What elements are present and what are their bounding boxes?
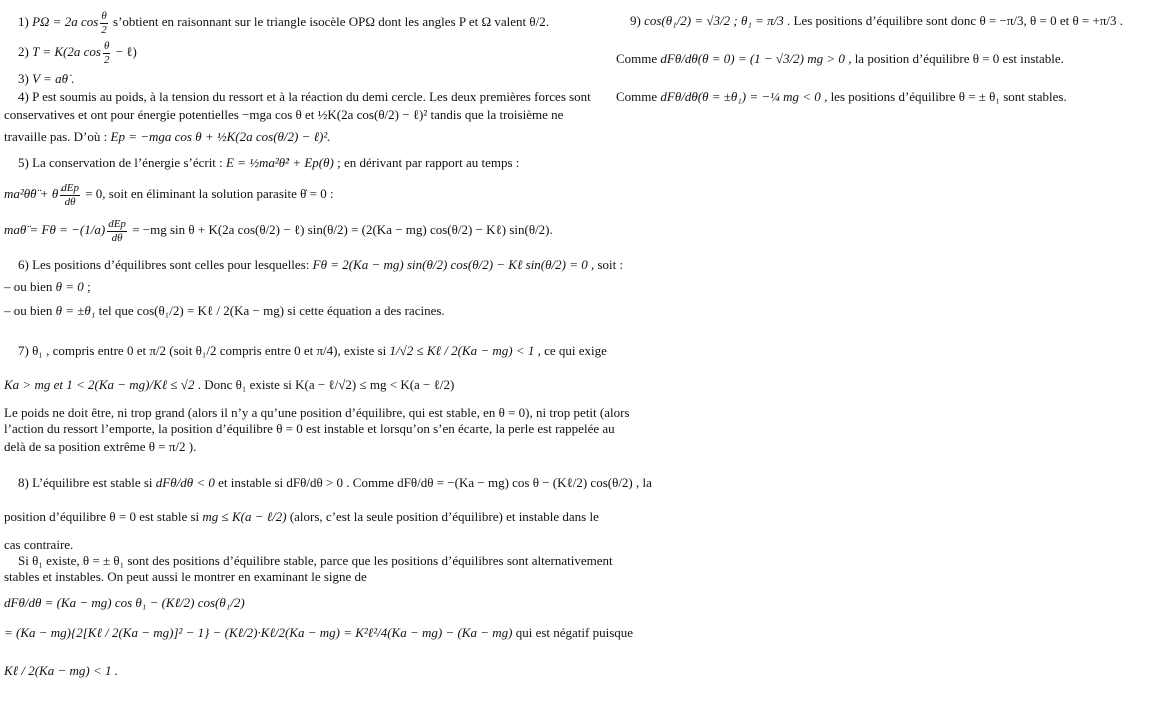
text-run: . Donc θ₁ existe si K(a − ℓ/√2) ≤ mg < K(a − ℓ/2) xyxy=(194,377,455,392)
text-run: 2) xyxy=(18,44,33,60)
math-expression: dFθ/dθ(θ = 0) = (1 − √3/2) mg > 0 xyxy=(660,51,845,66)
left-line xyxy=(4,218,553,244)
math-expression: PΩ = 2a cos xyxy=(32,14,99,30)
math-expression: dFθ/dθ(θ = ±θ₁) = −¼ mg < 0 xyxy=(660,89,821,104)
fraction-numerator: θ xyxy=(101,10,107,22)
text-run: – ou bien xyxy=(4,279,56,294)
text-run: delà de sa position extrême θ = π/2 ). xyxy=(4,439,197,454)
left-line xyxy=(4,626,633,641)
math-expression: E = ½ma²θ̇² + Ep(θ) xyxy=(226,155,334,170)
text-run: . Les positions d’équilibre sont donc θ = −π/3, θ = 0 et θ = +π/3 . xyxy=(783,13,1124,28)
text-run: Comme xyxy=(616,51,661,66)
text-run: = −mg sin θ + K(2a cos(θ/2) − ℓ) sin(θ/2) = (2(Ka − mg) cos(θ/2) − Kℓ) sin(θ/2). xyxy=(128,222,553,238)
left-line xyxy=(4,108,563,123)
text-run: 5) La conservation de l’énergie s’écrit : xyxy=(18,155,227,170)
left-line xyxy=(4,378,454,393)
math-expression: Kℓ / 2(Ka − mg) < 1 . xyxy=(4,663,118,678)
text-run: Comme xyxy=(616,89,661,104)
left-line xyxy=(18,10,549,36)
text-run: 1) xyxy=(18,14,33,30)
left-line xyxy=(18,72,74,87)
text-run: (alors, c’est la seule position d’équilibre) et instable dans le xyxy=(286,509,599,524)
right-line xyxy=(616,52,1064,67)
left-line xyxy=(4,510,599,525)
math-expression: 1/√2 ≤ Kℓ / 2(Ka − mg) < 1 xyxy=(389,343,535,358)
fraction-numerator: dEp xyxy=(108,218,126,230)
text-run: – ou bien xyxy=(4,303,56,318)
left-line xyxy=(18,476,652,491)
math-expression: Ka > mg et 1 < 2(Ka − mg)/Kℓ ≤ √2 xyxy=(4,377,195,392)
text-run: , ce qui exige xyxy=(534,343,607,358)
fraction-denominator: dθ xyxy=(64,195,76,208)
text-run: ; en dérivant par rapport au temps : xyxy=(333,155,520,170)
text-run: ; xyxy=(83,279,91,294)
text-run: Le poids ne doit être, ni trop grand (alors il n’y a qu’une position d’équilibre, qui est stable, en θ = 0), ni trop petit (alors xyxy=(4,405,630,420)
text-run: 7) θ₁ , compris entre 0 et π/2 (soit θ₁/2 compris entre 0 et π/4), existe si xyxy=(18,343,390,358)
text-run: 4) P est soumis au poids, à la tension du ressort et à la réaction du demi cercle. Les deux premières forces sont xyxy=(18,89,591,104)
left-line xyxy=(18,554,613,569)
left-line xyxy=(4,406,630,421)
left-line xyxy=(18,258,623,273)
text-run: conservatives et ont pour énergie potentielles −mga cos θ et ½K(2a cos(θ/2) − ℓ)² tandis que la troisième ne xyxy=(4,107,564,122)
math-expression: Fθ = 2(Ka − mg) sin(θ/2) cos(θ/2) − Kℓ sin(θ/2) = 0 xyxy=(312,257,588,272)
left-line xyxy=(4,182,334,208)
text-run: 8) L’équilibre est stable si xyxy=(18,475,156,490)
left-line xyxy=(4,422,615,437)
left-line xyxy=(18,156,519,171)
left-line xyxy=(4,596,245,611)
left-line xyxy=(4,664,118,679)
fraction-denominator: 2 xyxy=(101,23,107,36)
fraction-denominator: dθ xyxy=(111,231,123,244)
math-expression: ma²θ̇θ̈ + θ̇ xyxy=(4,186,59,202)
fraction xyxy=(60,182,80,208)
text-run: = 0, soit en éliminant la solution parasite θ̇ = 0 : xyxy=(81,186,334,202)
fraction-numerator: dEp xyxy=(61,182,79,194)
text-run: tel que cos(θ₁/2) = Kℓ / 2(Ka − mg) si cette équation a des racines. xyxy=(95,303,445,318)
text-run: s’obtient en raisonnant sur le triangle isocèle OPΩ dont les angles P et Ω valent θ/2. xyxy=(109,14,549,30)
left-line xyxy=(18,344,607,359)
text-run: 3) xyxy=(18,71,33,86)
text-run: position d’équilibre θ = 0 est stable si xyxy=(4,509,203,524)
fraction-numerator: θ xyxy=(104,40,110,52)
text-run: , soit : xyxy=(587,257,624,272)
text-run: et instable si dFθ/dθ > 0 . Comme dFθ/dθ = −(Ka − mg) cos θ − (Kℓ/2) cos(θ/2) , la xyxy=(214,475,652,490)
fraction xyxy=(103,40,111,66)
left-line xyxy=(4,130,331,145)
text-run: stables et instables. On peut aussi le montrer en examinant le signe de xyxy=(4,569,367,584)
right-line xyxy=(630,14,1123,29)
math-expression: mg ≤ K(a − ℓ/2) xyxy=(202,509,287,524)
text-run: Si θ₁ existe, θ = ± θ₁ sont des positions d’équilibre stable, parce que les positions d’équilibres sont alternativement xyxy=(18,553,613,568)
left-line xyxy=(4,570,367,585)
left-line xyxy=(18,40,137,66)
text-run: travaille pas. D’où : xyxy=(4,129,111,144)
text-run: , les positions d’équilibre θ = ± θ₁ sont stables. xyxy=(820,89,1067,104)
text-run: 6) Les positions d’équilibres sont celles pour lesquelles: xyxy=(18,257,313,272)
right-line xyxy=(616,90,1067,105)
fraction xyxy=(100,10,108,36)
text-run: cas contraire. xyxy=(4,537,74,552)
left-line xyxy=(4,538,73,553)
left-line xyxy=(18,90,591,105)
math-expression: T = K(2a cos xyxy=(32,44,101,60)
math-expression: maθ̈ = Fθ = −(1/a) xyxy=(4,222,106,238)
math-expression: V = aθ̇ . xyxy=(32,71,75,86)
math-expression: θ = 0 xyxy=(55,279,84,294)
left-line xyxy=(4,304,445,319)
math-expression: θ = ±θ₁ xyxy=(55,303,96,318)
text-run: l’action du ressort l’emporte, la position d’équilibre θ = 0 est instable et lorsqu’on s’en écarte, la perle est rappelée au xyxy=(4,421,615,436)
fraction xyxy=(107,218,127,244)
left-line xyxy=(4,440,196,455)
math-expression: Ep = −mga cos θ + ½K(2a cos(θ/2) − ℓ)². xyxy=(110,129,331,144)
math-expression: cos(θ₁/2) = √3/2 ; θ₁ = π/3 xyxy=(644,13,784,28)
text-run: , la position d’équilibre θ = 0 est instable. xyxy=(844,51,1064,66)
text-run: 9) xyxy=(630,13,645,28)
text-run: − ℓ) xyxy=(112,44,137,60)
math-expression: = (Ka − mg){2[Kℓ / 2(Ka − mg)]² − 1} − (Kℓ/2)·Kℓ/2(Ka − mg) = K²ℓ²/4(Ka − mg) − (Ka − mg) xyxy=(4,625,513,640)
math-expression: dFθ/dθ < 0 xyxy=(155,475,215,490)
text-run: qui est négatif puisque xyxy=(512,625,634,640)
math-expression: dFθ/dθ = (Ka − mg) cos θ₁ − (Kℓ/2) cos(θ₁/2) xyxy=(4,595,245,610)
left-line xyxy=(4,280,91,295)
fraction-denominator: 2 xyxy=(103,53,110,66)
